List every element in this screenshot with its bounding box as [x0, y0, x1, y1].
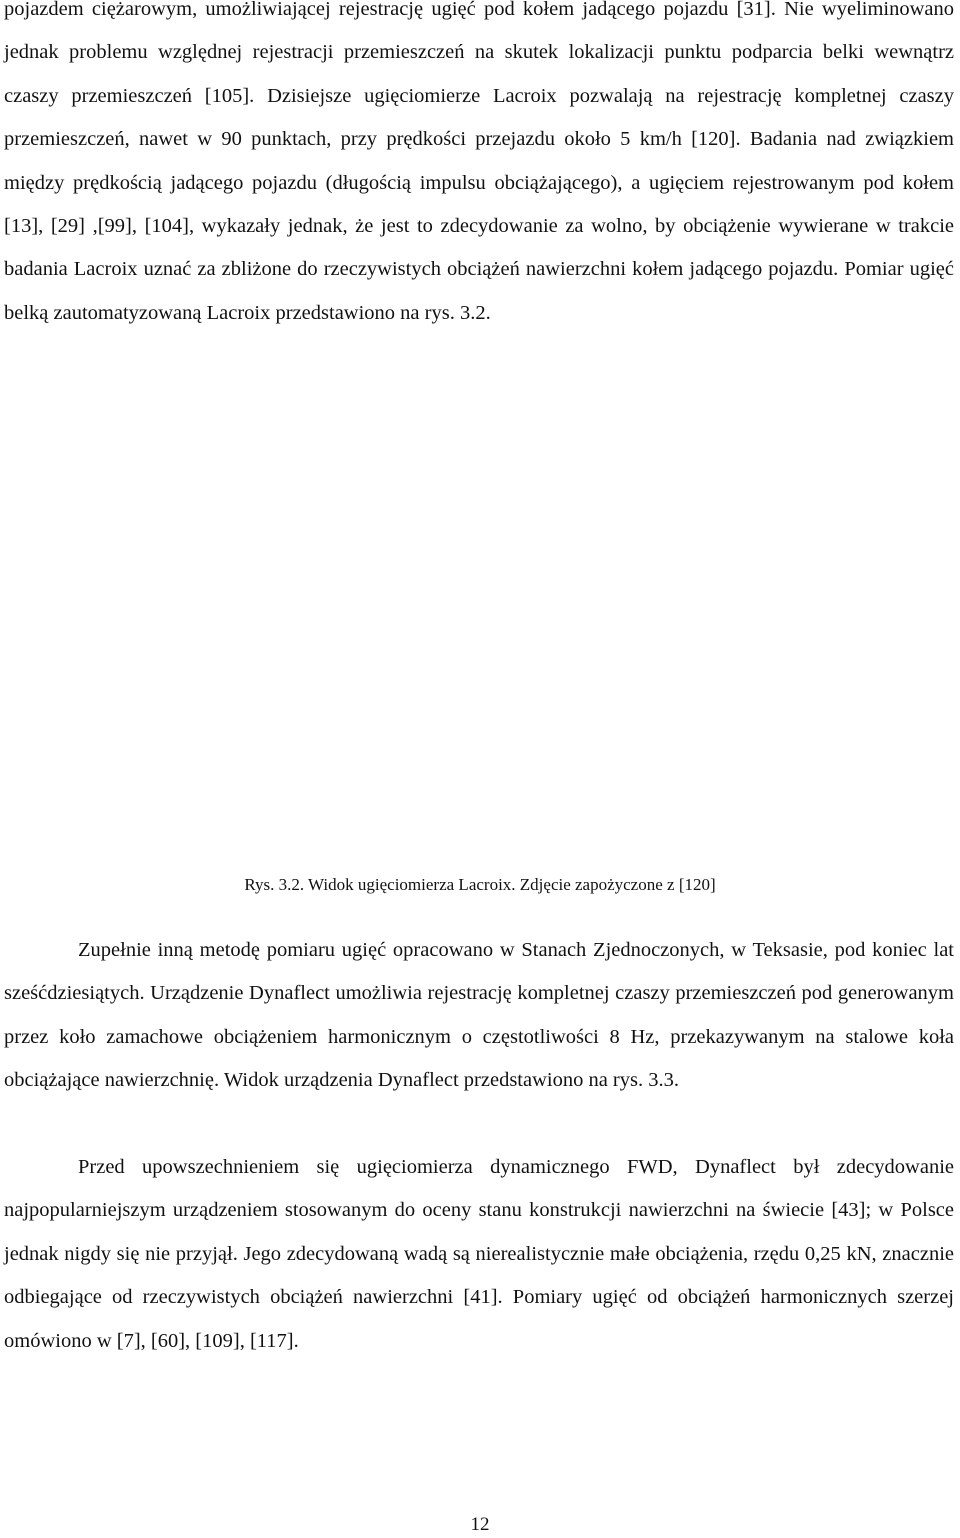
- paragraph-lacroix: pojazdem ciężarowym, umożliwiającej rejestrację ugięć pod kołem jadącego pojazdu [31]. Nie wyeliminowano jednak problemu względnej rejestracji przemieszczeń na skutek lokalizacji punktu podparcia belki wewnątrz czaszy przemieszczeń [105]. Dzisiejsze ugięciomierze Lacroix pozwalają na rejestrację kompletnej czaszy przemieszczeń, nawet w 90 punktach, przy prędkości przejazdu około 5 km/h [120]. Badania nad związkiem między prędkością jadącego pojazdu (długością impulsu obciążającego), a ugięciem rejestrowanym pod kołem [13], [29] ,[99], [104], wykazały jednak, że jest to zdecydowanie za wolno, by obciążenie wywierane w trakcie badania Lacroix uznać za zbliżone do rzeczywistych obciążeń nawierzchni kołem jadącego pojazdu. Pomiar ugięć belką zautomatyzowaną Lacroix przedstawiono na rys. 3.2.: [4, 0, 954, 324]
- paragraph-dynaflect: Zupełnie inną metodę pomiaru ugięć opracowano w Stanach Zjednoczonych, w Teksasie, pod koniec lat sześćdziesiątych. Urządzenie Dynaflect umożliwia rejestrację kompletnej czaszy przemieszczeń pod generowanym przez koło zamachowe obciążeniem harmonicznym o częstotliwości 8 Hz, przekazywanym na stalowe koła obciążające nawierzchnię. Widok urządzenia Dynaflect przedstawiono na rys. 3.3.: [4, 939, 954, 1092]
- paragraph-fwd: Przed upowszechnieniem się ugięciomierza dynamicznego FWD, Dynaflect był zdecydowanie najpopularniejszym urządzeniem stosowanym do oceny stanu konstrukcji nawierzchni na świecie [43]; w Polsce jednak nigdy się nie przyjął. Jego zdecydowaną wadą są nierealistycznie małe obciążenia, rzędu 0,25 kN, znacznie odbiegające od rzeczywistych obciążeń nawierzchni [41]. Pomiary ugięć od obciążeń harmonicznych szerzej omówiono w [7], [60], [109], [117].: [4, 1156, 954, 1352]
- figure-caption: Rys. 3.2. Widok ugięciomierza Lacroix. Zdjęcie zapożyczone z [120]: [244, 875, 716, 894]
- figure-placeholder: [0, 425, 960, 865]
- page-number: 12: [470, 1514, 490, 1535]
